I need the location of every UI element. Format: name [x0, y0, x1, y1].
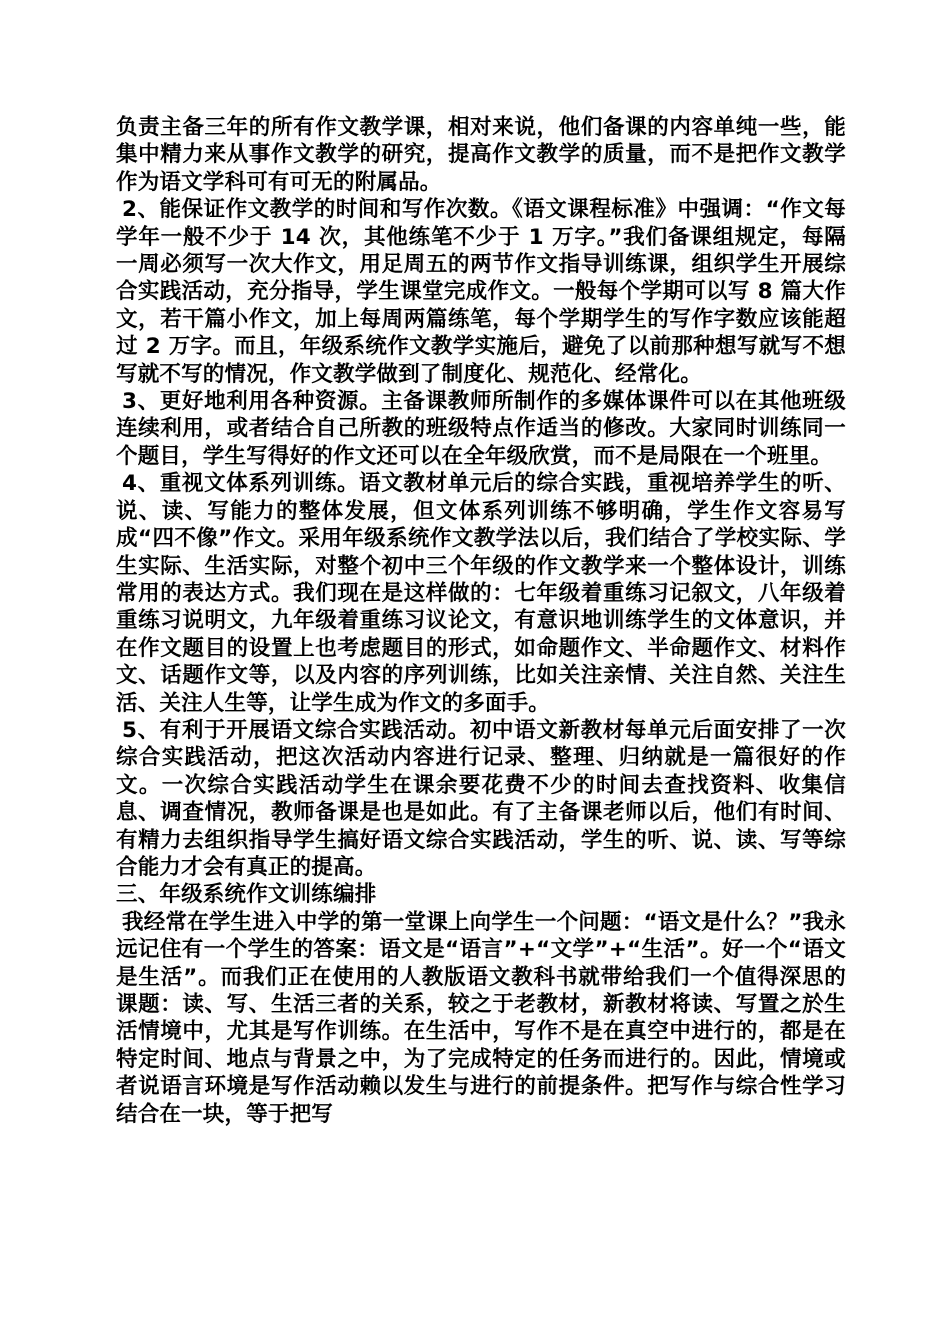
paragraph-point-3: 3、更好地利用各种资源。主备课教师所制作的多媒体课件可以在其他班级连续利用，或者结合自己所教的班级特点作适当的修改。大家同时训练同一个题目，学生写得好的作文还可以在全年级欣赏，而不是局限在一个班里。: [116, 389, 846, 469]
paragraph-point-5: 5、有利于开展语文综合实践活动。初中语文新教材每单元后面安排了一次综合实践活动，把这次活动内容进行记录、整理、归纳就是一篇很好的作文。一次综合实践活动学生在课余要花费不少的时间去查找资料、收集信息、调查情况，教师备课是也是如此。有了主备课老师以后，他们有时间、有精力去组织指导学生搞好语文综合实践活动，学生的听、说、读、写等综合能力才会有真正的提高。: [116, 717, 846, 880]
document-page: [116, 114, 846, 1128]
paragraph-closing: 我经常在学生进入中学的第一堂课上向学生一个问题：“语文是什么？”我永远记住有一个学生的答案：语文是“语言”+“文学”+“生活”。好一个“语文是生活”。而我们正在使用的人教版语文教科书就带给我们一个值得深思的课题：读、写、生活三者的关系，较之于老教材，新教材将读、写置之於生活情境中，尤其是写作训练。在生活中，写作不是在真空中进行的，都是在特定时间、地点与背景之中，为了完成特定的任务而进行的。因此，情境或者说语言环境是写作活动赖以发生与进行的前提条件。把写作与综合性学习结合在一块，等于把写: [116, 909, 846, 1127]
paragraph-intro-continuation: 负责主备三年的所有作文教学课，相对来说，他们备课的内容单纯一些，能集中精力来从事作文教学的研究，提高作文教学的质量，而不是把作文教学作为语文学科可有可无的附属品。: [116, 115, 846, 195]
section-heading: 三、年级系统作文训练编排: [116, 882, 377, 908]
paragraph-point-4: 4、重视文体系列训练。语文教材单元后的综合实践，重视培养学生的听、说、读、写能力的整体发展，但文体系列训练不够明确，学生作文容易写成“四不像”作文。采用年级系统作文教学法以后，我们结合了学校实际、学生实际、生活实际，对整个初中三个年级的作文教学来一个整体设计，训练常用的表达方式。我们现在是这样做的：七年级着重练习记叙文，八年级着重练习说明文，九年级着重练习议论文，有意识地训练学生的文体意识，并在作文题目的设置上也考虑题目的形式，如命题作文、半命题作文、材料作文、话题作文等，以及内容的序列训练，比如关注亲情、关注自然、关注生活、关注人生等，让学生成为作文的多面手。: [116, 471, 846, 716]
paragraph-point-2: 2、能保证作文教学的时间和写作次数。《语文课程标准》中强调：“作文每学年一般不少于 14 次，其他练笔不少于 1 万字。”我们备课组规定，每隔一周必须写一次大作文，用足周五的两节作文指导训练课，组织学生开展综合实践活动，充分指导，学生课堂完成作文。一般每个学期可以写 8 篇大作文，若干篇小作文，加上每周两篇练笔，每个学期学生的写作字数应该能超过 2 万字。而且，年级系统作文教学实施后，避免了以前那种想写就写不想写就不写的情况，作文教学做到了制度化、规范化、经常化。: [116, 197, 846, 387]
